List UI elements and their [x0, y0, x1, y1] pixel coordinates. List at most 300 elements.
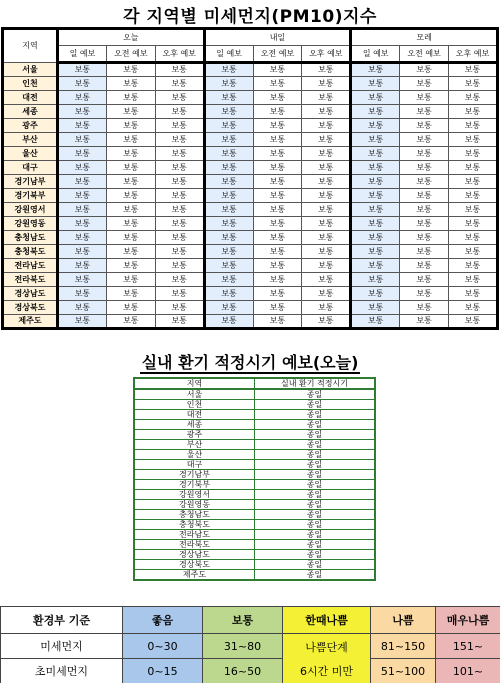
forecast-value-cell: 보통	[253, 259, 302, 273]
forecast-value-cell: 보통	[106, 231, 155, 245]
forecast-value-cell: 보통	[400, 259, 449, 273]
forecast-value-cell: 보통	[302, 119, 351, 133]
vent-time-value: 종일	[255, 400, 376, 410]
vent-region-name: 대전	[134, 410, 255, 420]
legend-temp-bad-line2: 6시간 미만	[300, 664, 353, 678]
forecast-value-cell: 보통	[449, 259, 498, 273]
vent-time-value: 종일	[255, 490, 376, 500]
legend-range-bad: 51~100	[371, 659, 436, 683]
forecast-row	[3, 105, 498, 119]
forecast-value-cell: 보통	[155, 259, 204, 273]
legend-row-pm25	[1, 659, 500, 683]
forecast-region-name: 광주	[3, 119, 58, 133]
forecast-value-cell: 보통	[449, 217, 498, 231]
vent-row	[134, 570, 375, 581]
vent-row	[134, 430, 375, 440]
forecast-value-cell: 보통	[400, 189, 449, 203]
forecast-value-cell: 보통	[106, 77, 155, 91]
vent-row	[134, 460, 375, 470]
forecast-region-name: 인천	[3, 77, 58, 91]
forecast-value-cell: 보통	[253, 63, 302, 77]
vent-region-name: 세종	[134, 420, 255, 430]
forecast-value-cell: 보통	[58, 287, 107, 301]
forecast-value-cell: 보통	[155, 147, 204, 161]
forecast-value-cell: 보통	[58, 175, 107, 189]
forecast-value-cell: 보통	[449, 119, 498, 133]
forecast-value-cell: 보통	[302, 231, 351, 245]
forecast-value-cell: 보통	[302, 189, 351, 203]
legend-level-bad: 나쁨	[371, 607, 436, 634]
forecast-value-cell: 보통	[449, 189, 498, 203]
legend-level-very-bad: 매우나쁨	[436, 607, 500, 634]
forecast-value-cell: 보통	[351, 217, 400, 231]
forecast-region-name: 세종	[3, 105, 58, 119]
forecast-value-cell: 보통	[58, 133, 107, 147]
forecast-value-cell: 보통	[155, 63, 204, 77]
legend-range-normal: 16~50	[203, 659, 283, 683]
forecast-value-cell: 보통	[106, 147, 155, 161]
forecast-sub-header: 오후 예보	[155, 46, 204, 63]
forecast-value-cell: 보통	[400, 91, 449, 105]
vent-time-value: 종일	[255, 560, 376, 570]
forecast-value-cell: 보통	[58, 203, 107, 217]
forecast-value-cell: 보통	[58, 217, 107, 231]
forecast-value-cell: 보통	[204, 217, 253, 231]
forecast-value-cell: 보통	[106, 301, 155, 315]
forecast-value-cell: 보통	[58, 119, 107, 133]
forecast-value-cell: 보통	[302, 217, 351, 231]
vent-row	[134, 500, 375, 510]
forecast-value-cell: 보통	[204, 301, 253, 315]
forecast-value-cell: 보통	[302, 273, 351, 287]
forecast-value-cell: 보통	[449, 301, 498, 315]
vent-region-name: 경기남부	[134, 470, 255, 480]
forecast-value-cell: 보통	[155, 189, 204, 203]
vent-title	[0, 350, 500, 373]
legend-row-label: 미세먼지	[1, 634, 123, 659]
forecast-value-cell: 보통	[58, 315, 107, 329]
forecast-sub-header: 일 예보	[204, 46, 253, 63]
forecast-row	[3, 119, 498, 133]
legend-row-label: 초미세먼지	[1, 659, 123, 683]
forecast-sub-header: 오후 예보	[302, 46, 351, 63]
forecast-value-cell: 보통	[58, 91, 107, 105]
vent-time-value: 종일	[255, 440, 376, 450]
forecast-value-cell: 보통	[106, 315, 155, 329]
forecast-sub-header: 오전 예보	[400, 46, 449, 63]
forecast-value-cell: 보통	[400, 245, 449, 259]
forecast-region-name: 경상남도	[3, 287, 58, 301]
forecast-value-cell: 보통	[204, 63, 253, 77]
forecast-value-cell: 보통	[253, 203, 302, 217]
forecast-value-cell: 보통	[106, 119, 155, 133]
forecast-value-cell: 보통	[155, 203, 204, 217]
forecast-value-cell: 보통	[155, 175, 204, 189]
forecast-day-header: 오늘	[58, 29, 205, 46]
forecast-value-cell: 보통	[204, 203, 253, 217]
forecast-value-cell: 보통	[449, 245, 498, 259]
forecast-value-cell: 보통	[400, 217, 449, 231]
forecast-table	[1, 27, 499, 330]
vent-region-name: 충청북도	[134, 520, 255, 530]
forecast-value-cell: 보통	[302, 203, 351, 217]
forecast-value-cell: 보통	[449, 147, 498, 161]
forecast-value-cell: 보통	[204, 245, 253, 259]
forecast-value-cell: 보통	[253, 77, 302, 91]
forecast-region-name: 부산	[3, 133, 58, 147]
forecast-row	[3, 161, 498, 175]
legend-temp-bad-line1: 나쁨단계	[305, 640, 348, 654]
legend-row-pm10	[1, 634, 500, 659]
forecast-value-cell: 보통	[58, 63, 107, 77]
forecast-value-cell: 보통	[155, 315, 204, 329]
legend-range-bad: 81~150	[371, 634, 436, 659]
forecast-value-cell: 보통	[400, 287, 449, 301]
forecast-value-cell: 보통	[204, 161, 253, 175]
forecast-value-cell: 보통	[351, 189, 400, 203]
forecast-value-cell: 보통	[302, 147, 351, 161]
vent-time-value: 종일	[255, 520, 376, 530]
forecast-value-cell: 보통	[302, 63, 351, 77]
forecast-value-cell: 보통	[155, 231, 204, 245]
vent-row	[134, 400, 375, 410]
forecast-value-cell: 보통	[449, 315, 498, 329]
vent-row	[134, 490, 375, 500]
forecast-region-name: 강원영서	[3, 203, 58, 217]
forecast-value-cell: 보통	[351, 133, 400, 147]
vent-time-value: 종일	[255, 570, 376, 581]
forecast-value-cell: 보통	[351, 77, 400, 91]
forecast-value-cell: 보통	[253, 301, 302, 315]
forecast-value-cell: 보통	[155, 105, 204, 119]
forecast-row	[3, 287, 498, 301]
forecast-value-cell: 보통	[204, 91, 253, 105]
forecast-value-cell: 보통	[449, 91, 498, 105]
legend-range-normal: 31~80	[203, 634, 283, 659]
forecast-value-cell: 보통	[351, 175, 400, 189]
forecast-value-cell: 보통	[155, 77, 204, 91]
page-title-text: 각 지역별 미세먼지(PM10)지수	[123, 7, 377, 27]
forecast-row	[3, 77, 498, 91]
forecast-day-header-row	[3, 29, 498, 46]
forecast-value-cell: 보통	[449, 203, 498, 217]
vent-row	[134, 510, 375, 520]
forecast-region-name: 서울	[3, 63, 58, 77]
forecast-value-cell: 보통	[58, 231, 107, 245]
forecast-value-cell: 보통	[58, 147, 107, 161]
forecast-value-cell: 보통	[400, 231, 449, 245]
forecast-value-cell: 보통	[253, 175, 302, 189]
forecast-value-cell: 보통	[204, 147, 253, 161]
forecast-value-cell: 보통	[106, 161, 155, 175]
forecast-row	[3, 133, 498, 147]
forecast-region-name: 제주도	[3, 315, 58, 329]
forecast-sub-header-row	[3, 46, 498, 63]
forecast-value-cell: 보통	[155, 133, 204, 147]
forecast-value-cell: 보통	[253, 287, 302, 301]
legend-range-very-bad: 101~	[436, 659, 500, 683]
vent-time-value: 종일	[255, 510, 376, 520]
vent-time-value: 종일	[255, 500, 376, 510]
vent-row	[134, 470, 375, 480]
forecast-value-cell: 보통	[400, 119, 449, 133]
vent-region-name: 전라북도	[134, 540, 255, 550]
forecast-value-cell: 보통	[58, 105, 107, 119]
forecast-value-cell: 보통	[155, 161, 204, 175]
forecast-value-cell: 보통	[58, 245, 107, 259]
forecast-value-cell: 보통	[253, 217, 302, 231]
forecast-value-cell: 보통	[204, 119, 253, 133]
forecast-region-name: 경기남부	[3, 175, 58, 189]
forecast-value-cell: 보통	[204, 189, 253, 203]
forecast-value-cell: 보통	[449, 105, 498, 119]
forecast-value-cell: 보통	[302, 301, 351, 315]
forecast-value-cell: 보통	[204, 231, 253, 245]
forecast-value-cell: 보통	[302, 77, 351, 91]
forecast-value-cell: 보통	[449, 63, 498, 77]
forecast-row	[3, 231, 498, 245]
vent-row	[134, 540, 375, 550]
forecast-value-cell: 보통	[449, 175, 498, 189]
vent-time-value: 종일	[255, 540, 376, 550]
vent-time-value: 종일	[255, 420, 376, 430]
forecast-value-cell: 보통	[204, 133, 253, 147]
forecast-value-cell: 보통	[106, 217, 155, 231]
vent-time-value: 종일	[255, 410, 376, 420]
forecast-value-cell: 보통	[253, 147, 302, 161]
forecast-value-cell: 보통	[302, 161, 351, 175]
forecast-value-cell: 보통	[204, 287, 253, 301]
forecast-region-name: 경기북부	[3, 189, 58, 203]
forecast-row	[3, 315, 498, 329]
vent-header-row	[134, 378, 375, 389]
forecast-row	[3, 91, 498, 105]
forecast-value-cell: 보통	[106, 91, 155, 105]
forecast-value-cell: 보통	[351, 147, 400, 161]
forecast-value-cell: 보통	[400, 175, 449, 189]
forecast-value-cell: 보통	[58, 77, 107, 91]
forecast-value-cell: 보통	[106, 203, 155, 217]
vent-row	[134, 450, 375, 460]
forecast-sub-header: 일 예보	[58, 46, 107, 63]
forecast-value-cell: 보통	[400, 63, 449, 77]
vent-region-name: 충청남도	[134, 510, 255, 520]
forecast-value-cell: 보통	[253, 133, 302, 147]
forecast-value-cell: 보통	[204, 259, 253, 273]
forecast-sub-header: 오전 예보	[106, 46, 155, 63]
forecast-value-cell: 보통	[302, 175, 351, 189]
forecast-value-cell: 보통	[106, 105, 155, 119]
legend-range-good: 0~30	[123, 634, 203, 659]
forecast-value-cell: 보통	[449, 133, 498, 147]
forecast-value-cell: 보통	[449, 77, 498, 91]
forecast-row	[3, 217, 498, 231]
forecast-sub-header: 오전 예보	[253, 46, 302, 63]
forecast-value-cell: 보통	[253, 231, 302, 245]
legend-standard-label: 환경부 기준	[1, 607, 123, 634]
forecast-value-cell: 보통	[351, 259, 400, 273]
vent-row	[134, 560, 375, 570]
forecast-value-cell: 보통	[351, 105, 400, 119]
forecast-value-cell: 보통	[351, 245, 400, 259]
forecast-row	[3, 147, 498, 161]
forecast-row	[3, 175, 498, 189]
forecast-value-cell: 보통	[58, 189, 107, 203]
forecast-value-cell: 보통	[106, 175, 155, 189]
forecast-value-cell: 보통	[106, 259, 155, 273]
forecast-row	[3, 259, 498, 273]
forecast-value-cell: 보통	[351, 119, 400, 133]
forecast-value-cell: 보통	[351, 91, 400, 105]
forecast-value-cell: 보통	[400, 161, 449, 175]
forecast-value-cell: 보통	[58, 273, 107, 287]
forecast-value-cell: 보통	[302, 315, 351, 329]
forecast-region-name: 경상북도	[3, 301, 58, 315]
legend-level-temp-bad: 한때나쁨	[283, 607, 371, 634]
forecast-value-cell: 보통	[106, 273, 155, 287]
forecast-value-cell: 보통	[302, 91, 351, 105]
forecast-value-cell: 보통	[253, 245, 302, 259]
forecast-value-cell: 보통	[253, 91, 302, 105]
vent-time-value: 종일	[255, 530, 376, 540]
forecast-value-cell: 보통	[351, 231, 400, 245]
forecast-value-cell: 보통	[155, 245, 204, 259]
vent-region-name: 대구	[134, 460, 255, 470]
forecast-value-cell: 보통	[204, 273, 253, 287]
legend-level-good: 좋음	[123, 607, 203, 634]
forecast-value-cell: 보통	[204, 315, 253, 329]
forecast-value-cell: 보통	[155, 91, 204, 105]
forecast-value-cell: 보통	[302, 133, 351, 147]
forecast-row	[3, 63, 498, 77]
vent-time-value: 종일	[255, 430, 376, 440]
forecast-value-cell: 보통	[58, 161, 107, 175]
forecast-sub-header: 오후 예보	[449, 46, 498, 63]
vent-row	[134, 420, 375, 430]
forecast-value-cell: 보통	[253, 273, 302, 287]
forecast-value-cell: 보통	[155, 217, 204, 231]
forecast-value-cell: 보통	[106, 287, 155, 301]
forecast-value-cell: 보통	[400, 301, 449, 315]
vent-body	[134, 389, 375, 580]
forecast-value-cell: 보통	[351, 273, 400, 287]
forecast-region-header: 지역	[3, 29, 58, 63]
forecast-region-name: 강원영동	[3, 217, 58, 231]
vent-time-header: 실내 환기 적정시기	[255, 378, 376, 389]
forecast-value-cell: 보통	[449, 231, 498, 245]
forecast-value-cell: 보통	[253, 315, 302, 329]
vent-region-name: 경기북부	[134, 480, 255, 490]
vent-time-value: 종일	[255, 450, 376, 460]
forecast-region-name: 울산	[3, 147, 58, 161]
forecast-body	[3, 63, 498, 329]
forecast-value-cell: 보통	[400, 105, 449, 119]
forecast-value-cell: 보통	[106, 245, 155, 259]
forecast-value-cell: 보통	[204, 175, 253, 189]
forecast-row	[3, 203, 498, 217]
vent-row	[134, 550, 375, 560]
vent-region-name: 부산	[134, 440, 255, 450]
legend-temp-bad-cell	[283, 634, 371, 683]
forecast-value-cell: 보통	[302, 259, 351, 273]
vent-region-name: 강원영서	[134, 490, 255, 500]
vent-region-name: 울산	[134, 450, 255, 460]
forecast-value-cell: 보통	[400, 133, 449, 147]
legend-table	[0, 606, 500, 683]
forecast-region-name: 충청북도	[3, 245, 58, 259]
page-title	[0, 2, 500, 27]
vent-time-value: 종일	[255, 480, 376, 490]
forecast-value-cell: 보통	[58, 259, 107, 273]
forecast-value-cell: 보통	[351, 161, 400, 175]
forecast-value-cell: 보통	[106, 189, 155, 203]
vent-row	[134, 480, 375, 490]
vent-region-name: 전라남도	[134, 530, 255, 540]
vent-row	[134, 410, 375, 420]
vent-time-value: 종일	[255, 389, 376, 400]
forecast-value-cell: 보통	[302, 245, 351, 259]
vent-region-name: 서울	[134, 389, 255, 400]
forecast-value-cell: 보통	[155, 301, 204, 315]
forecast-region-name: 전라남도	[3, 259, 58, 273]
forecast-value-cell: 보통	[351, 203, 400, 217]
vent-row	[134, 530, 375, 540]
vent-title-text: 실내 환기 적정시기 예보(오늘)	[141, 353, 359, 372]
forecast-region-name: 충청남도	[3, 231, 58, 245]
forecast-value-cell: 보통	[351, 287, 400, 301]
forecast-row	[3, 189, 498, 203]
vent-region-name: 광주	[134, 430, 255, 440]
forecast-value-cell: 보통	[253, 161, 302, 175]
forecast-value-cell: 보통	[204, 77, 253, 91]
forecast-value-cell: 보통	[400, 315, 449, 329]
vent-region-header: 지역	[134, 378, 255, 389]
vent-region-name: 제주도	[134, 570, 255, 581]
forecast-row	[3, 245, 498, 259]
forecast-value-cell: 보통	[400, 203, 449, 217]
forecast-region-name: 대전	[3, 91, 58, 105]
vent-time-value: 종일	[255, 550, 376, 560]
vent-time-value: 종일	[255, 470, 376, 480]
vent-row	[134, 440, 375, 450]
forecast-row	[3, 301, 498, 315]
vent-row	[134, 520, 375, 530]
ventilation-table	[133, 377, 376, 581]
legend-range-very-bad: 151~	[436, 634, 500, 659]
forecast-value-cell: 보통	[400, 77, 449, 91]
forecast-value-cell: 보통	[400, 273, 449, 287]
forecast-value-cell: 보통	[351, 301, 400, 315]
forecast-value-cell: 보통	[253, 189, 302, 203]
forecast-value-cell: 보통	[302, 287, 351, 301]
forecast-value-cell: 보통	[351, 63, 400, 77]
forecast-sub-header: 일 예보	[351, 46, 400, 63]
forecast-value-cell: 보통	[253, 119, 302, 133]
legend-header-row	[1, 607, 500, 634]
forecast-value-cell: 보통	[400, 147, 449, 161]
forecast-value-cell: 보통	[449, 161, 498, 175]
forecast-value-cell: 보통	[106, 133, 155, 147]
forecast-value-cell: 보통	[302, 105, 351, 119]
forecast-value-cell: 보통	[351, 315, 400, 329]
forecast-value-cell: 보통	[449, 287, 498, 301]
forecast-value-cell: 보통	[155, 273, 204, 287]
forecast-day-header: 내일	[204, 29, 351, 46]
forecast-region-name: 전라북도	[3, 273, 58, 287]
forecast-value-cell: 보통	[155, 119, 204, 133]
forecast-value-cell: 보통	[449, 273, 498, 287]
vent-time-value: 종일	[255, 460, 376, 470]
